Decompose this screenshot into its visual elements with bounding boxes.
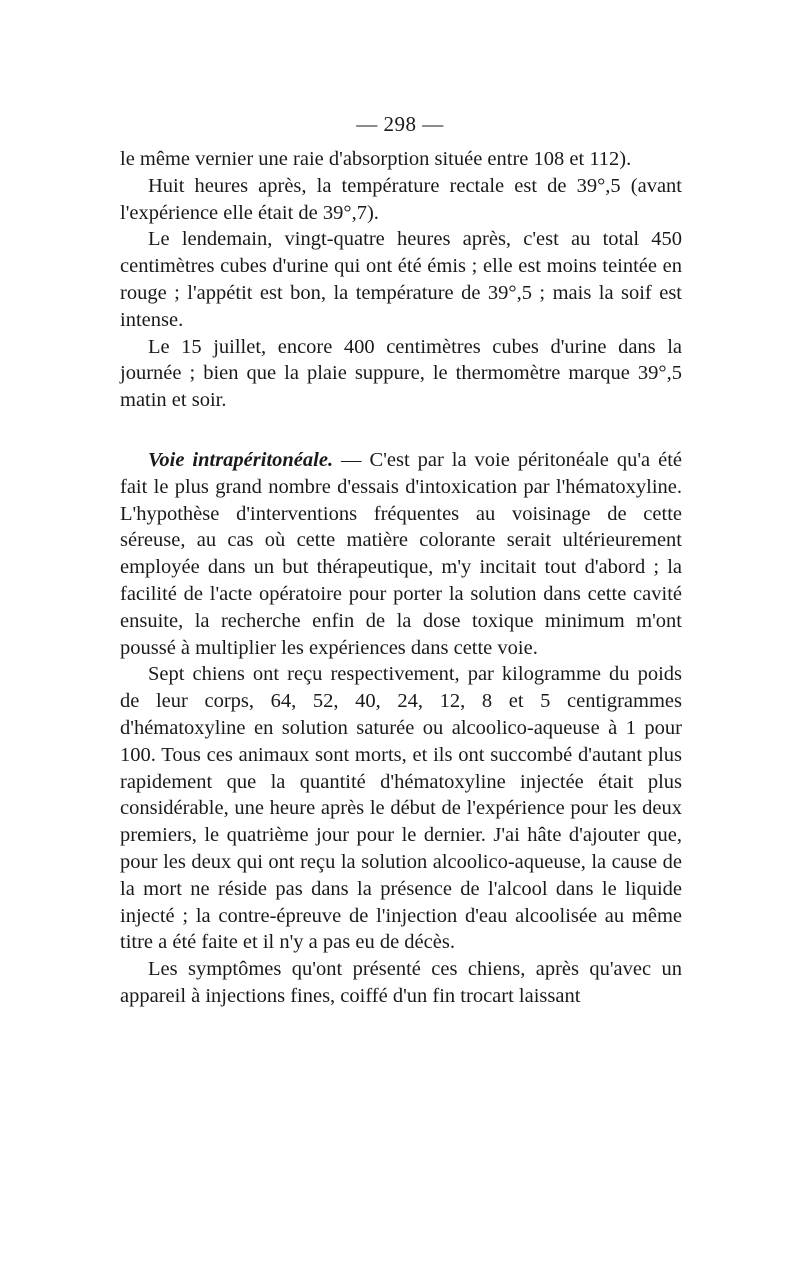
paragraph: Le 15 juillet, encore 400 centimètres cubes d'urine dans la journée ; bien que la plaie suppure, le thermomètre marque 39°,5 matin et soir. bbox=[120, 335, 682, 412]
paragraph: Les symptômes qu'ont présenté ces chiens, après qu'avec un appareil à injections fines, coiffé d'un fin trocart laissant bbox=[120, 958, 682, 1007]
section-dash: — bbox=[333, 448, 370, 471]
section-lead-text: C'est par la voie péritonéale qu'a été fait le plus grand nombre d'essais d'intoxication par l'hématoxyline. L'hypothèse d'interventions fréquentes au voisinage de cette séreuse, au cas où cette matière colorante serait ultérieurement employée dans un but thérapeutique, m'y incitait tout d'abord ; la facilité de l'acte opératoire pour porter la solution dans cette cavité ensuite, la recherche enfin de la dose toxique minimum m'ont poussé à multiplier les expériences dans cette voie. bbox=[120, 448, 683, 659]
section-heading: Voie intrapéritonéale. bbox=[148, 448, 334, 471]
paragraph: Le lendemain, vingt-quatre heures après, c'est au total 450 centimètres cubes d'urine qui ont été émis ; elle est moins teintée en rouge ; l'appétit est bon, la température de 39°,5 ; mais la soif est intense. bbox=[120, 228, 682, 331]
paragraph: Huit heures après, la température rectale est de 39°,5 (avant l'expérience elle était de 39°,7). bbox=[120, 174, 682, 224]
body-text bbox=[120, 146, 682, 1010]
page-number: — 298 — bbox=[356, 112, 444, 136]
section-spacer bbox=[120, 414, 682, 447]
paragraph: Sept chiens ont reçu respectivement, par kilogramme du poids de leur corps, 64, 52, 40, 24, 12, 8 et 5 centigrammes d'hématoxyline en solution saturée ou alcoolico-aqueuse à 1 pour 100. Tous ces animaux sont morts, et ils ont succombé d'autant plus rapidement que la quantité d'hématoxyline injectée était plus considérable, une heure après le début de l'expérience pour les deux premiers, le quatrième jour pour le dernier. J'ai hâte d'ajouter que, pour les deux qui ont reçu la solution alcoolico-aqueuse, la cause de la mort ne réside pas dans la présence de l'alcool dans le liquide injecté ; la contre-épreuve de l'injection d'eau alcoolisée au même titre a été faite et il n'y a pas eu de décès. bbox=[120, 663, 682, 954]
section-paragraph bbox=[120, 447, 682, 661]
paragraph-continuation: le même vernier une raie d'absorption située entre 108 et 112). bbox=[120, 148, 632, 170]
